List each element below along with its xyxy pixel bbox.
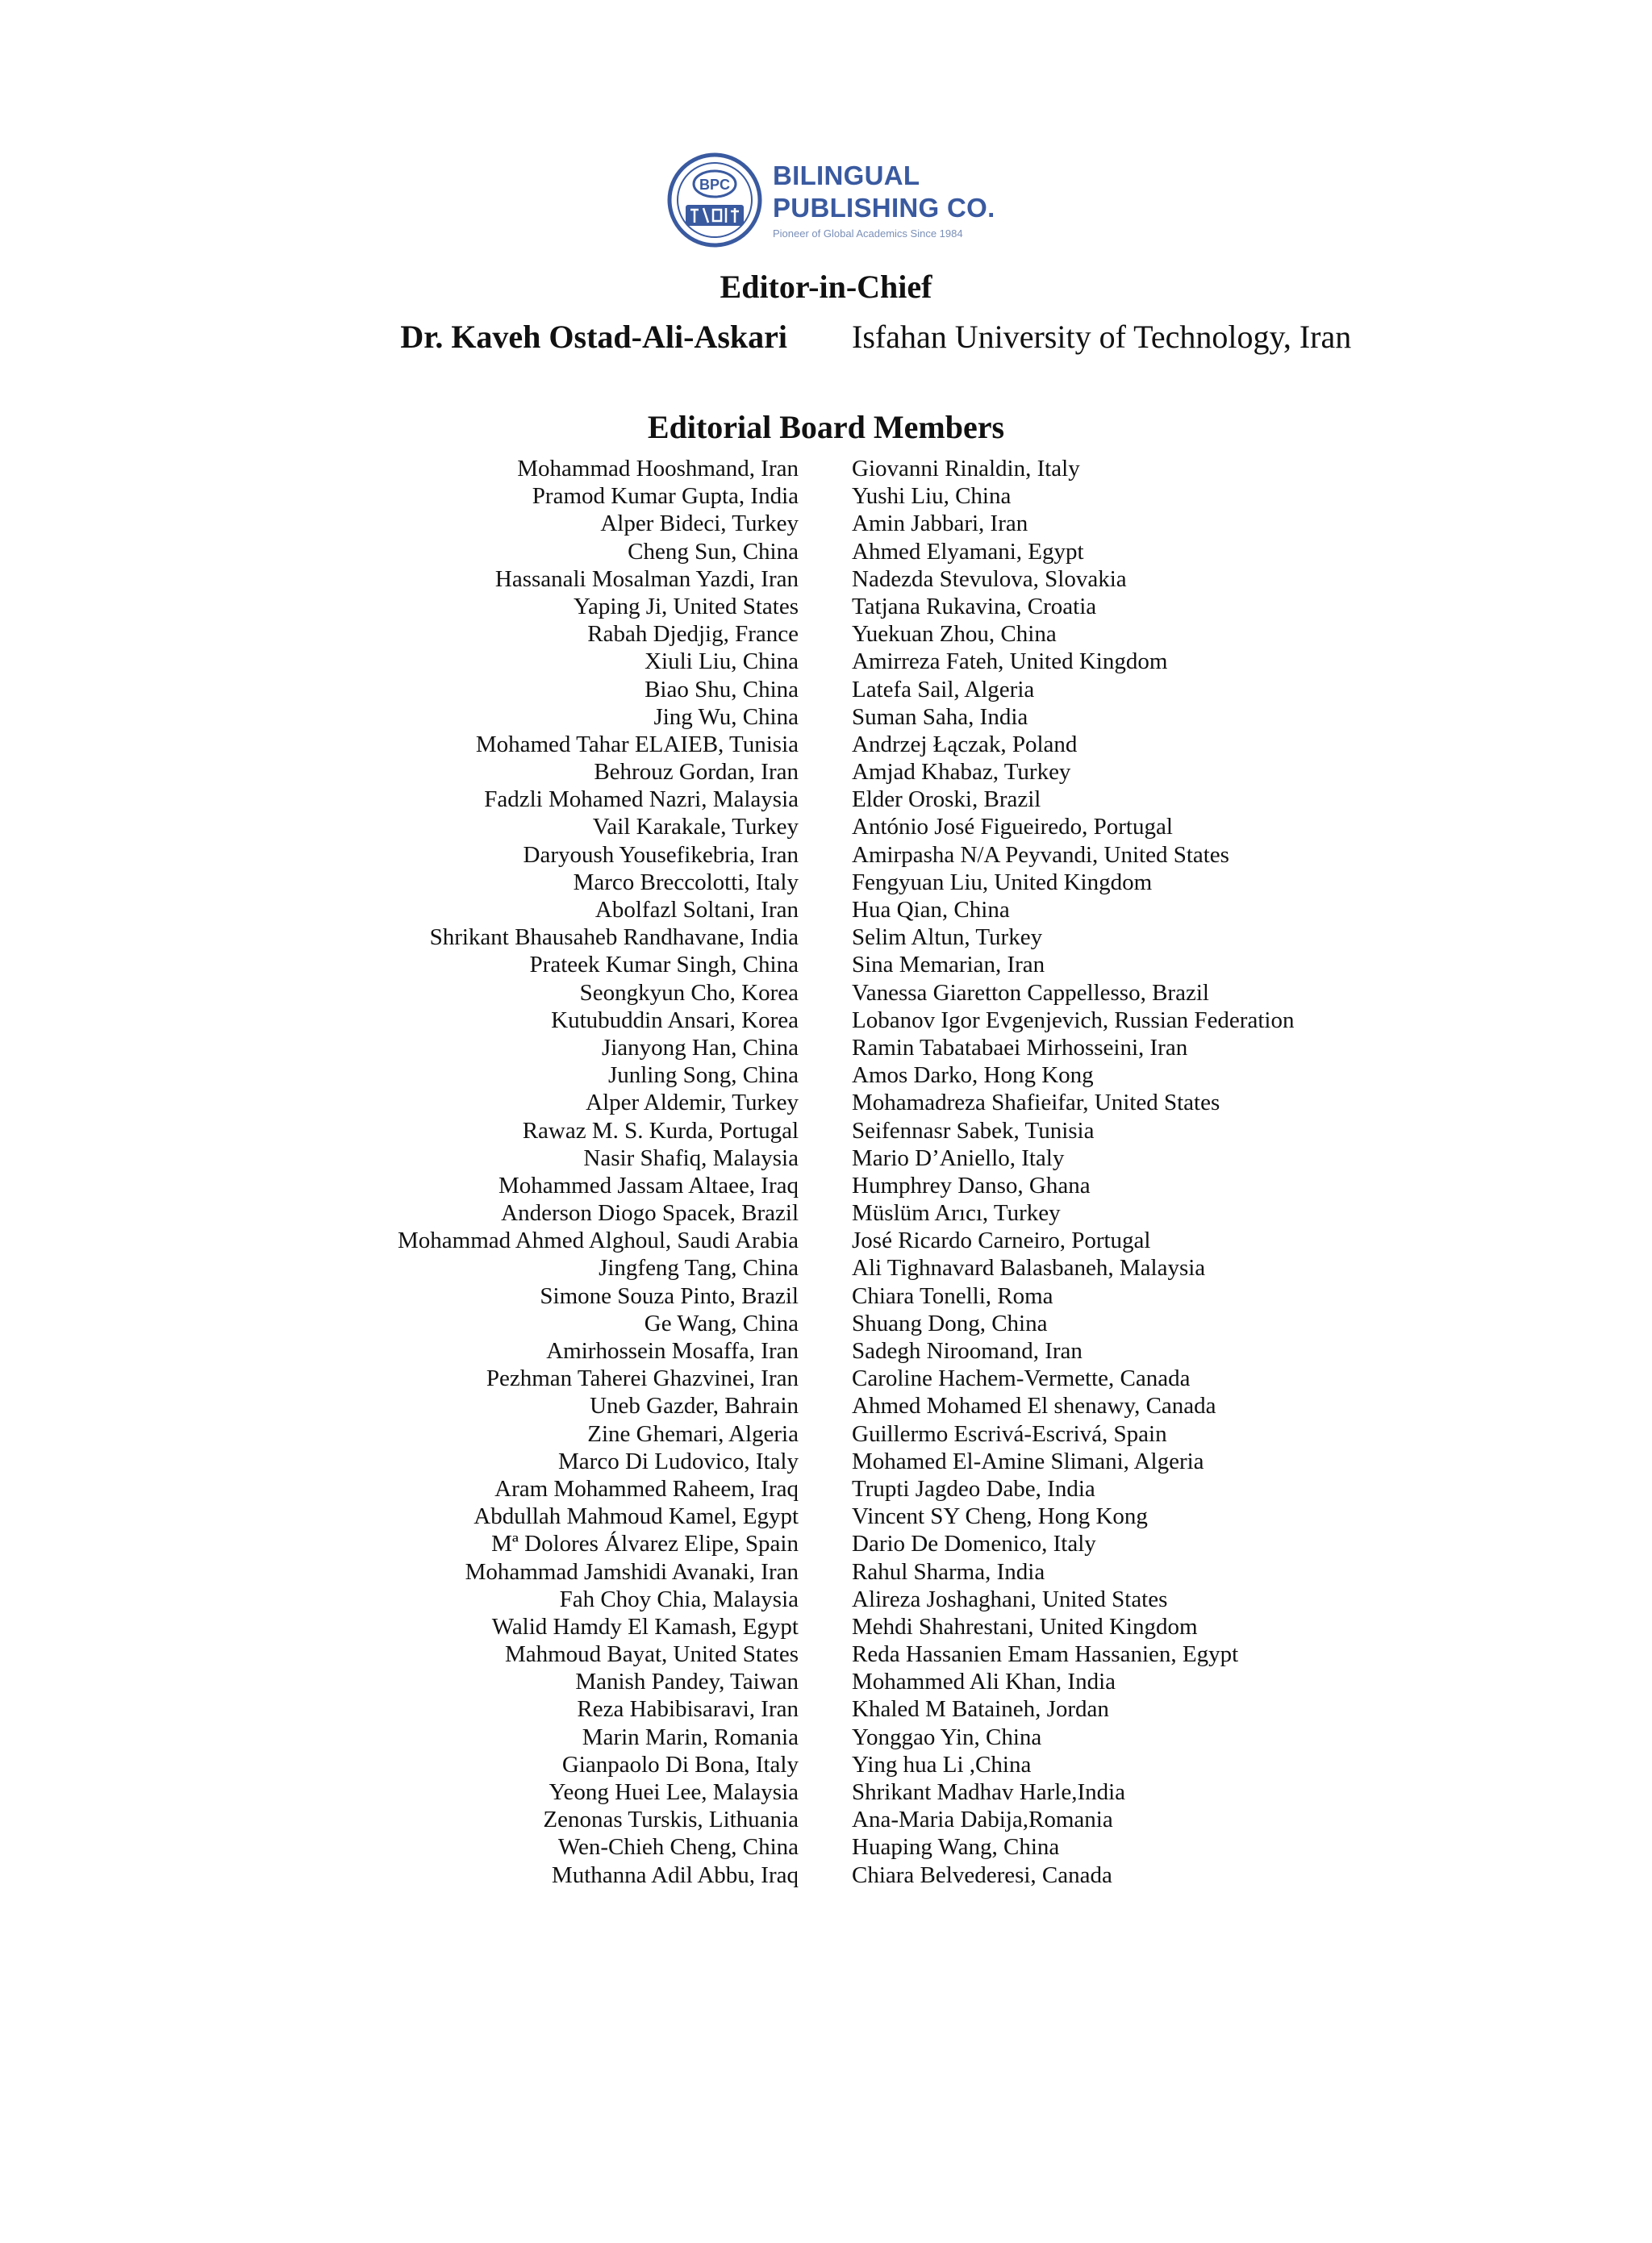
board-member: Yeong Huei Lee, Malaysia [549, 1779, 799, 1805]
board-member: Huaping Wang, China [852, 1834, 1060, 1861]
board-member: Amirpasha N/A Peyvandi, United States [852, 841, 1229, 868]
board-member: Sadegh Niroomand, Iran [852, 1338, 1083, 1364]
board-member: Sina Memarian, Iran [852, 952, 1045, 978]
board-member: Ying hua Li ,China [852, 1751, 1032, 1778]
board-member: Rawaz M. S. Kurda, Portugal [522, 1117, 799, 1144]
board-member: Hassanali Mosalman Yazdi, Iran [494, 565, 799, 592]
board-member: Reza Habibisaravi, Iran [577, 1696, 799, 1723]
board-member: Manish Pandey, Taiwan [575, 1669, 799, 1695]
board-member: Abolfazl Soltani, Iran [594, 897, 799, 923]
board-member: Mª Dolores Álvarez Elipe, Spain [491, 1531, 799, 1557]
publisher-logo [666, 152, 995, 256]
board-member: Amin Jabbari, Iran [852, 511, 1028, 537]
board-member: Zenonas Turskis, Lithuania [543, 1807, 799, 1833]
board-member: Amos Darko, Hong Kong [852, 1062, 1094, 1089]
board-member: Vanessa Giaretton Cappellesso, Brazil [852, 979, 1209, 1006]
board-member: Nadezda Stevulova, Slovakia [852, 565, 1127, 592]
board-member: António José Figueiredo, Portugal [852, 814, 1173, 840]
board-member: Yaping Ji, United States [573, 593, 799, 619]
board-member: Uneb Gazder, Bahrain [590, 1393, 799, 1420]
board-members-left-column [398, 455, 799, 1889]
editor-in-chief-heading: Editor-in-Chief [720, 269, 932, 305]
board-member: Alper Bideci, Turkey [600, 511, 799, 537]
board-member: Latefa Sail, Algeria [852, 676, 1035, 703]
board-member: Marin Marin, Romania [582, 1724, 799, 1750]
board-member: Amirhossein Mosaffa, Iran [546, 1338, 799, 1364]
board-member: Vincent SY Cheng, Hong Kong [852, 1503, 1148, 1530]
board-member: Tatjana Rukavina, Croatia [852, 593, 1097, 619]
board-member: Cheng Sun, China [628, 538, 799, 565]
board-member: Xiuli Liu, China [645, 648, 799, 675]
board-member: Mohamadreza Shafieifar, United States [852, 1090, 1220, 1116]
board-member: Ali Tighnavard Balasbaneh, Malaysia [852, 1255, 1206, 1282]
board-member: Jing Wu, China [653, 703, 799, 730]
board-member: Ahmed Mohamed El shenawy, Canada [852, 1393, 1216, 1420]
board-member: Khaled M Bataineh, Jordan [852, 1696, 1109, 1723]
board-member: Trupti Jagdeo Dabe, India [852, 1475, 1095, 1502]
board-member: Shrikant Bhausaheb Randhavane, India [429, 924, 799, 951]
board-member: Mohammed Jassam Altaee, Iraq [498, 1172, 799, 1199]
board-member: Alireza Joshaghani, United States [852, 1586, 1168, 1612]
board-member: Fadzli Mohamed Nazri, Malaysia [484, 786, 799, 813]
seal-badge-text: BPC [699, 177, 731, 193]
publisher-wordmark [773, 160, 995, 242]
board-member: Abdullah Mahmoud Kamel, Egypt [473, 1503, 799, 1530]
board-member: Müslüm Arıcı, Turkey [852, 1200, 1061, 1227]
board-member: Chiara Tonelli, Roma [852, 1282, 1053, 1309]
board-member: Aram Mohammed Raheem, Iraq [494, 1475, 799, 1502]
board-member: Ana-Maria Dabija,Romania [852, 1807, 1113, 1833]
board-member: Nasir Shafiq, Malaysia [583, 1144, 799, 1171]
editor-in-chief-affiliation: Isfahan University of Technology, Iran [852, 319, 1352, 355]
board-member: Pramod Kumar Gupta, India [532, 483, 799, 510]
board-member: Vail Karakale, Turkey [592, 814, 799, 840]
board-member: Gianpaolo Di Bona, Italy [561, 1751, 799, 1778]
board-member: Ramin Tabatabaei Mirhosseini, Iran [852, 1034, 1188, 1061]
board-member: Mohamed Tahar ELAIEB, Tunisia [475, 731, 799, 757]
board-member: Biao Shu, China [645, 676, 799, 703]
board-member: Wen-Chieh Cheng, China [557, 1834, 799, 1861]
board-member: Dario De Domenico, Italy [852, 1531, 1096, 1557]
logo-line-1: BILINGUAL [773, 161, 920, 190]
board-member: Mohammed Ali Khan, India [852, 1669, 1116, 1695]
board-member: Marco Di Ludovico, Italy [558, 1448, 799, 1474]
board-member: Mehdi Shahrestani, United Kingdom [852, 1613, 1198, 1640]
board-member: Fah Choy Chia, Malaysia [559, 1586, 799, 1612]
board-member: Selim Altun, Turkey [852, 924, 1043, 951]
board-member: Shrikant Madhav Harle,India [852, 1779, 1126, 1805]
board-member: Mahmoud Bayat, United States [504, 1641, 799, 1668]
board-member: Walid Hamdy El Kamash, Egypt [491, 1613, 799, 1640]
board-member: Kutubuddin Ansari, Korea [551, 1007, 799, 1033]
board-member: Rabah Djedjig, France [587, 621, 799, 648]
board-member: Rahul Sharma, India [852, 1558, 1045, 1585]
board-member: Ahmed Elyamani, Egypt [852, 538, 1084, 565]
board-member: Marco Breccolotti, Italy [573, 869, 799, 895]
board-member: José Ricardo Carneiro, Portugal [852, 1228, 1151, 1254]
board-member: Mohammad Jamshidi Avanaki, Iran [465, 1558, 799, 1585]
board-member: Guillermo Escrivá-Escrivá, Spain [852, 1420, 1167, 1447]
board-members-right-column [852, 455, 1294, 1889]
board-member: Prateek Kumar Singh, China [529, 952, 799, 978]
board-member: Alper Aldemir, Turkey [586, 1090, 799, 1116]
board-member: Shuang Dong, China [852, 1310, 1048, 1336]
board-member: Amirreza Fateh, United Kingdom [852, 648, 1168, 675]
board-member: Caroline Hachem-Vermette, Canada [852, 1365, 1191, 1392]
board-member: Fengyuan Liu, United Kingdom [852, 869, 1153, 895]
board-member: Zine Ghemari, Algeria [587, 1420, 799, 1447]
bpc-seal-icon [666, 152, 763, 248]
board-member: Mohamed El-Amine Slimani, Algeria [852, 1448, 1204, 1474]
board-member: Seifennasr Sabek, Tunisia [852, 1117, 1095, 1144]
board-member: Mario D’Aniello, Italy [852, 1144, 1065, 1171]
board-member: Muthanna Adil Abbu, Iraq [551, 1862, 799, 1888]
board-member: Giovanni Rinaldin, Italy [852, 456, 1080, 482]
logo-line-2: PUBLISHING CO. [773, 193, 995, 223]
logo-tagline: Pioneer of Global Academics Since 1984 [773, 227, 963, 240]
board-member: Yuekuan Zhou, China [852, 621, 1057, 648]
board-member: Humphrey Danso, Ghana [852, 1172, 1091, 1199]
board-member: Mohammad Hooshmand, Iran [517, 456, 799, 482]
board-member: Elder Oroski, Brazil [852, 786, 1041, 813]
board-member: Lobanov Igor Evgenjevich, Russian Federation [852, 1007, 1295, 1033]
board-member: Seongkyun Cho, Korea [579, 979, 799, 1006]
board-member: Behrouz Gordan, Iran [594, 759, 799, 786]
board-member: Junling Song, China [607, 1062, 799, 1089]
board-member: Chiara Belvederesi, Canada [852, 1862, 1112, 1888]
board-member: Simone Souza Pinto, Brazil [540, 1282, 799, 1309]
board-member: Pezhman Taherei Ghazvinei, Iran [486, 1365, 799, 1392]
board-member: Yushi Liu, China [852, 483, 1012, 510]
board-member: Ge Wang, China [644, 1310, 799, 1336]
editor-in-chief-name: Dr. Kaveh Ostad-Ali-Askari [400, 319, 787, 355]
board-member: Daryoush Yousefikebria, Iran [523, 841, 799, 868]
board-member: Amjad Khabaz, Turkey [852, 759, 1071, 786]
board-member: Mohammad Ahmed Alghoul, Saudi Arabia [398, 1228, 799, 1254]
board-member: Yonggao Yin, China [852, 1724, 1042, 1750]
board-member: Suman Saha, India [852, 703, 1028, 730]
board-member: Hua Qian, China [852, 897, 1010, 923]
board-member: Andrzej Łączak, Poland [852, 731, 1078, 757]
board-member: Jingfeng Tang, China [599, 1255, 799, 1282]
board-member: Reda Hassanien Emam Hassanien, Egypt [852, 1641, 1239, 1668]
board-member: Anderson Diogo Spacek, Brazil [501, 1200, 799, 1227]
board-member: Jianyong Han, China [601, 1034, 799, 1061]
editorial-board-heading: Editorial Board Members [647, 409, 1005, 445]
